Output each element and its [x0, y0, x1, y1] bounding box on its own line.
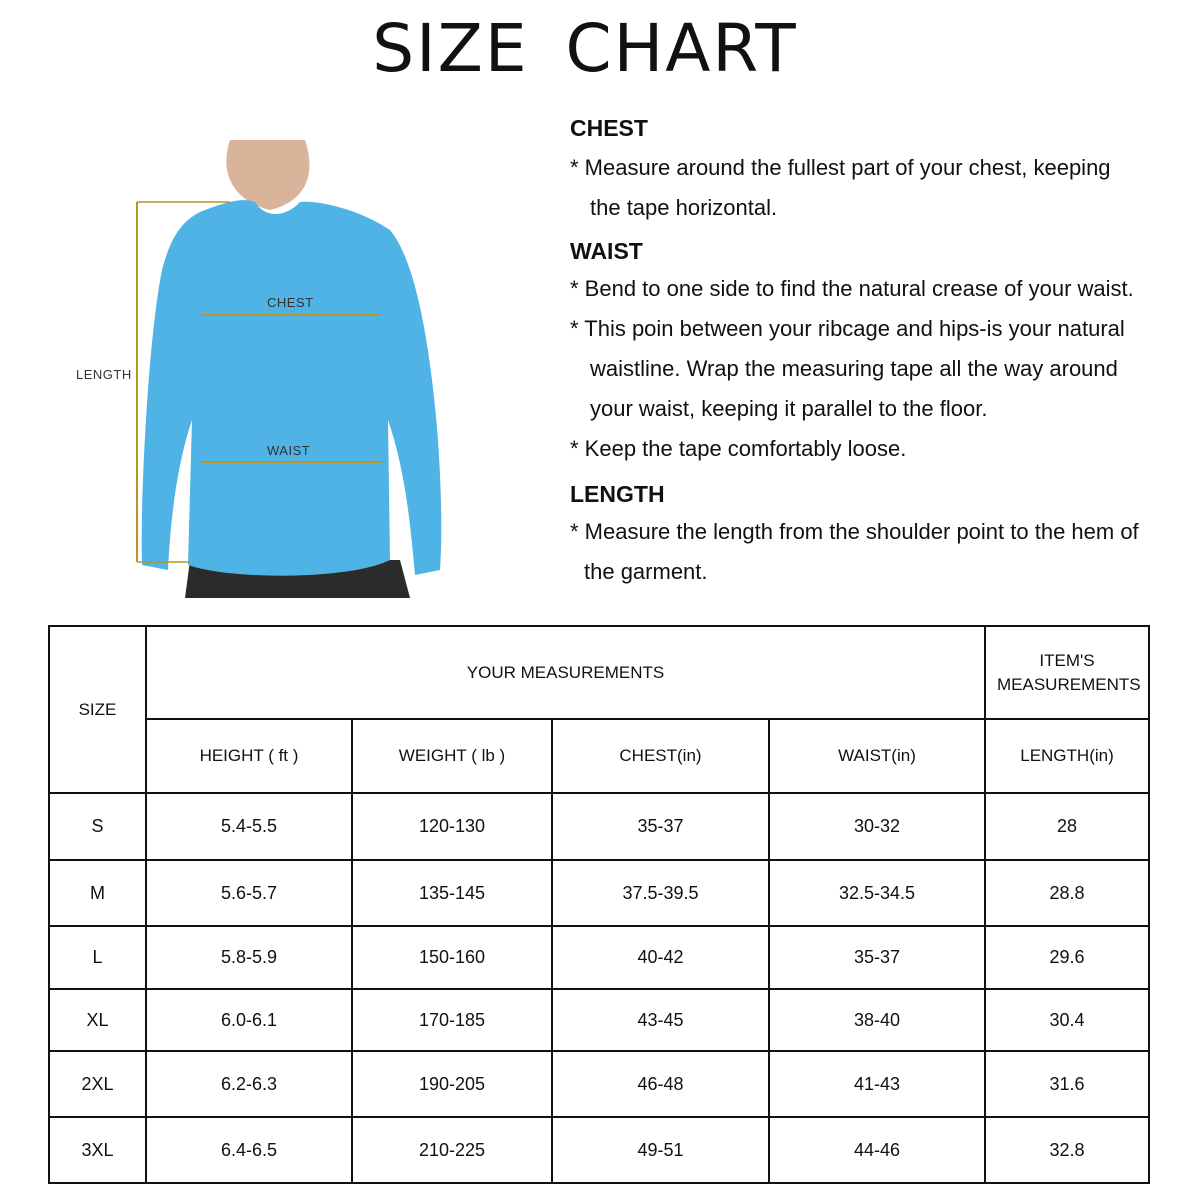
- column-header: LENGTH(in): [985, 719, 1149, 793]
- value-cell: 28: [985, 793, 1149, 860]
- instruction-line: * Bend to one side to find the natural crease of your waist.: [570, 276, 1134, 301]
- instruction-line: the tape horizontal.: [590, 195, 778, 220]
- value-cell: 30-32: [769, 793, 985, 860]
- value-cell: 43-45: [552, 989, 769, 1051]
- value-cell: 35-37: [552, 793, 769, 860]
- column-header: WEIGHT ( lb ): [352, 719, 552, 793]
- size-cell: 3XL: [49, 1117, 146, 1183]
- size-table: [48, 625, 1150, 1184]
- chest-heading: CHEST: [570, 115, 648, 141]
- size-cell: S: [49, 793, 146, 860]
- table-row: [49, 793, 1149, 860]
- value-cell: 44-46: [769, 1117, 985, 1183]
- value-cell: 46-48: [552, 1051, 769, 1117]
- column-header: CHEST(in): [552, 719, 769, 793]
- value-cell: 135-145: [352, 860, 552, 926]
- value-cell: 41-43: [769, 1051, 985, 1117]
- size-cell: 2XL: [49, 1051, 146, 1117]
- items-measurements-header: [985, 626, 1149, 719]
- table-row: [49, 1117, 1149, 1183]
- value-cell: 6.0-6.1: [146, 989, 352, 1051]
- value-cell: 32.5-34.5: [769, 860, 985, 926]
- value-cell: 170-185: [352, 989, 552, 1051]
- instruction-line: * Measure around the fullest part of your chest, keeping: [570, 155, 1111, 180]
- value-cell: 37.5-39.5: [552, 860, 769, 926]
- size-cell: L: [49, 926, 146, 989]
- instruction-line: * This poin between your ribcage and hips-is your natural: [570, 316, 1125, 341]
- size-cell: XL: [49, 989, 146, 1051]
- column-header: WAIST(in): [769, 719, 985, 793]
- value-cell: 5.8-5.9: [146, 926, 352, 989]
- value-cell: 31.6: [985, 1051, 1149, 1117]
- value-cell: 6.4-6.5: [146, 1117, 352, 1183]
- items-measurements-label: ITEM'S MEASUREMENTS: [997, 650, 1141, 694]
- value-cell: 29.6: [985, 926, 1149, 989]
- value-cell: 120-130: [352, 793, 552, 860]
- instruction-line: the garment.: [584, 559, 708, 584]
- value-cell: 190-205: [352, 1051, 552, 1117]
- table-row: [49, 860, 1149, 926]
- value-cell: 40-42: [552, 926, 769, 989]
- measurement-instructions: [570, 115, 1190, 592]
- value-cell: 38-40: [769, 989, 985, 1051]
- table-row: [49, 989, 1149, 1051]
- table-row: [49, 926, 1149, 989]
- value-cell: 5.4-5.5: [146, 793, 352, 860]
- length-label: LENGTH: [76, 367, 132, 382]
- instruction-line: your waist, keeping it parallel to the floor.: [590, 396, 988, 421]
- length-heading: LENGTH: [570, 481, 665, 507]
- instruction-line: * Keep the tape comfortably loose.: [570, 436, 907, 461]
- value-cell: 32.8: [985, 1117, 1149, 1183]
- value-cell: 150-160: [352, 926, 552, 989]
- value-cell: 210-225: [352, 1117, 552, 1183]
- waist-label: WAIST: [267, 443, 311, 458]
- waist-heading: WAIST: [570, 238, 643, 264]
- value-cell: 30.4: [985, 989, 1149, 1051]
- your-measurements-header: YOUR MEASUREMENTS: [146, 626, 985, 719]
- column-header: HEIGHT ( ft ): [146, 719, 352, 793]
- size-header: SIZE: [49, 626, 146, 793]
- value-cell: 6.2-6.3: [146, 1051, 352, 1117]
- instruction-line: * Measure the length from the shoulder point to the hem of: [570, 519, 1139, 544]
- shirt-illustration: [70, 140, 450, 600]
- value-cell: 35-37: [769, 926, 985, 989]
- table-row: [49, 1051, 1149, 1117]
- chest-label: CHEST: [267, 295, 314, 310]
- size-cell: M: [49, 860, 146, 926]
- value-cell: 28.8: [985, 860, 1149, 926]
- value-cell: 5.6-5.7: [146, 860, 352, 926]
- page-title: SIZE CHART: [372, 10, 798, 87]
- value-cell: 49-51: [552, 1117, 769, 1183]
- instruction-line: waistline. Wrap the measuring tape all the way around: [590, 356, 1118, 381]
